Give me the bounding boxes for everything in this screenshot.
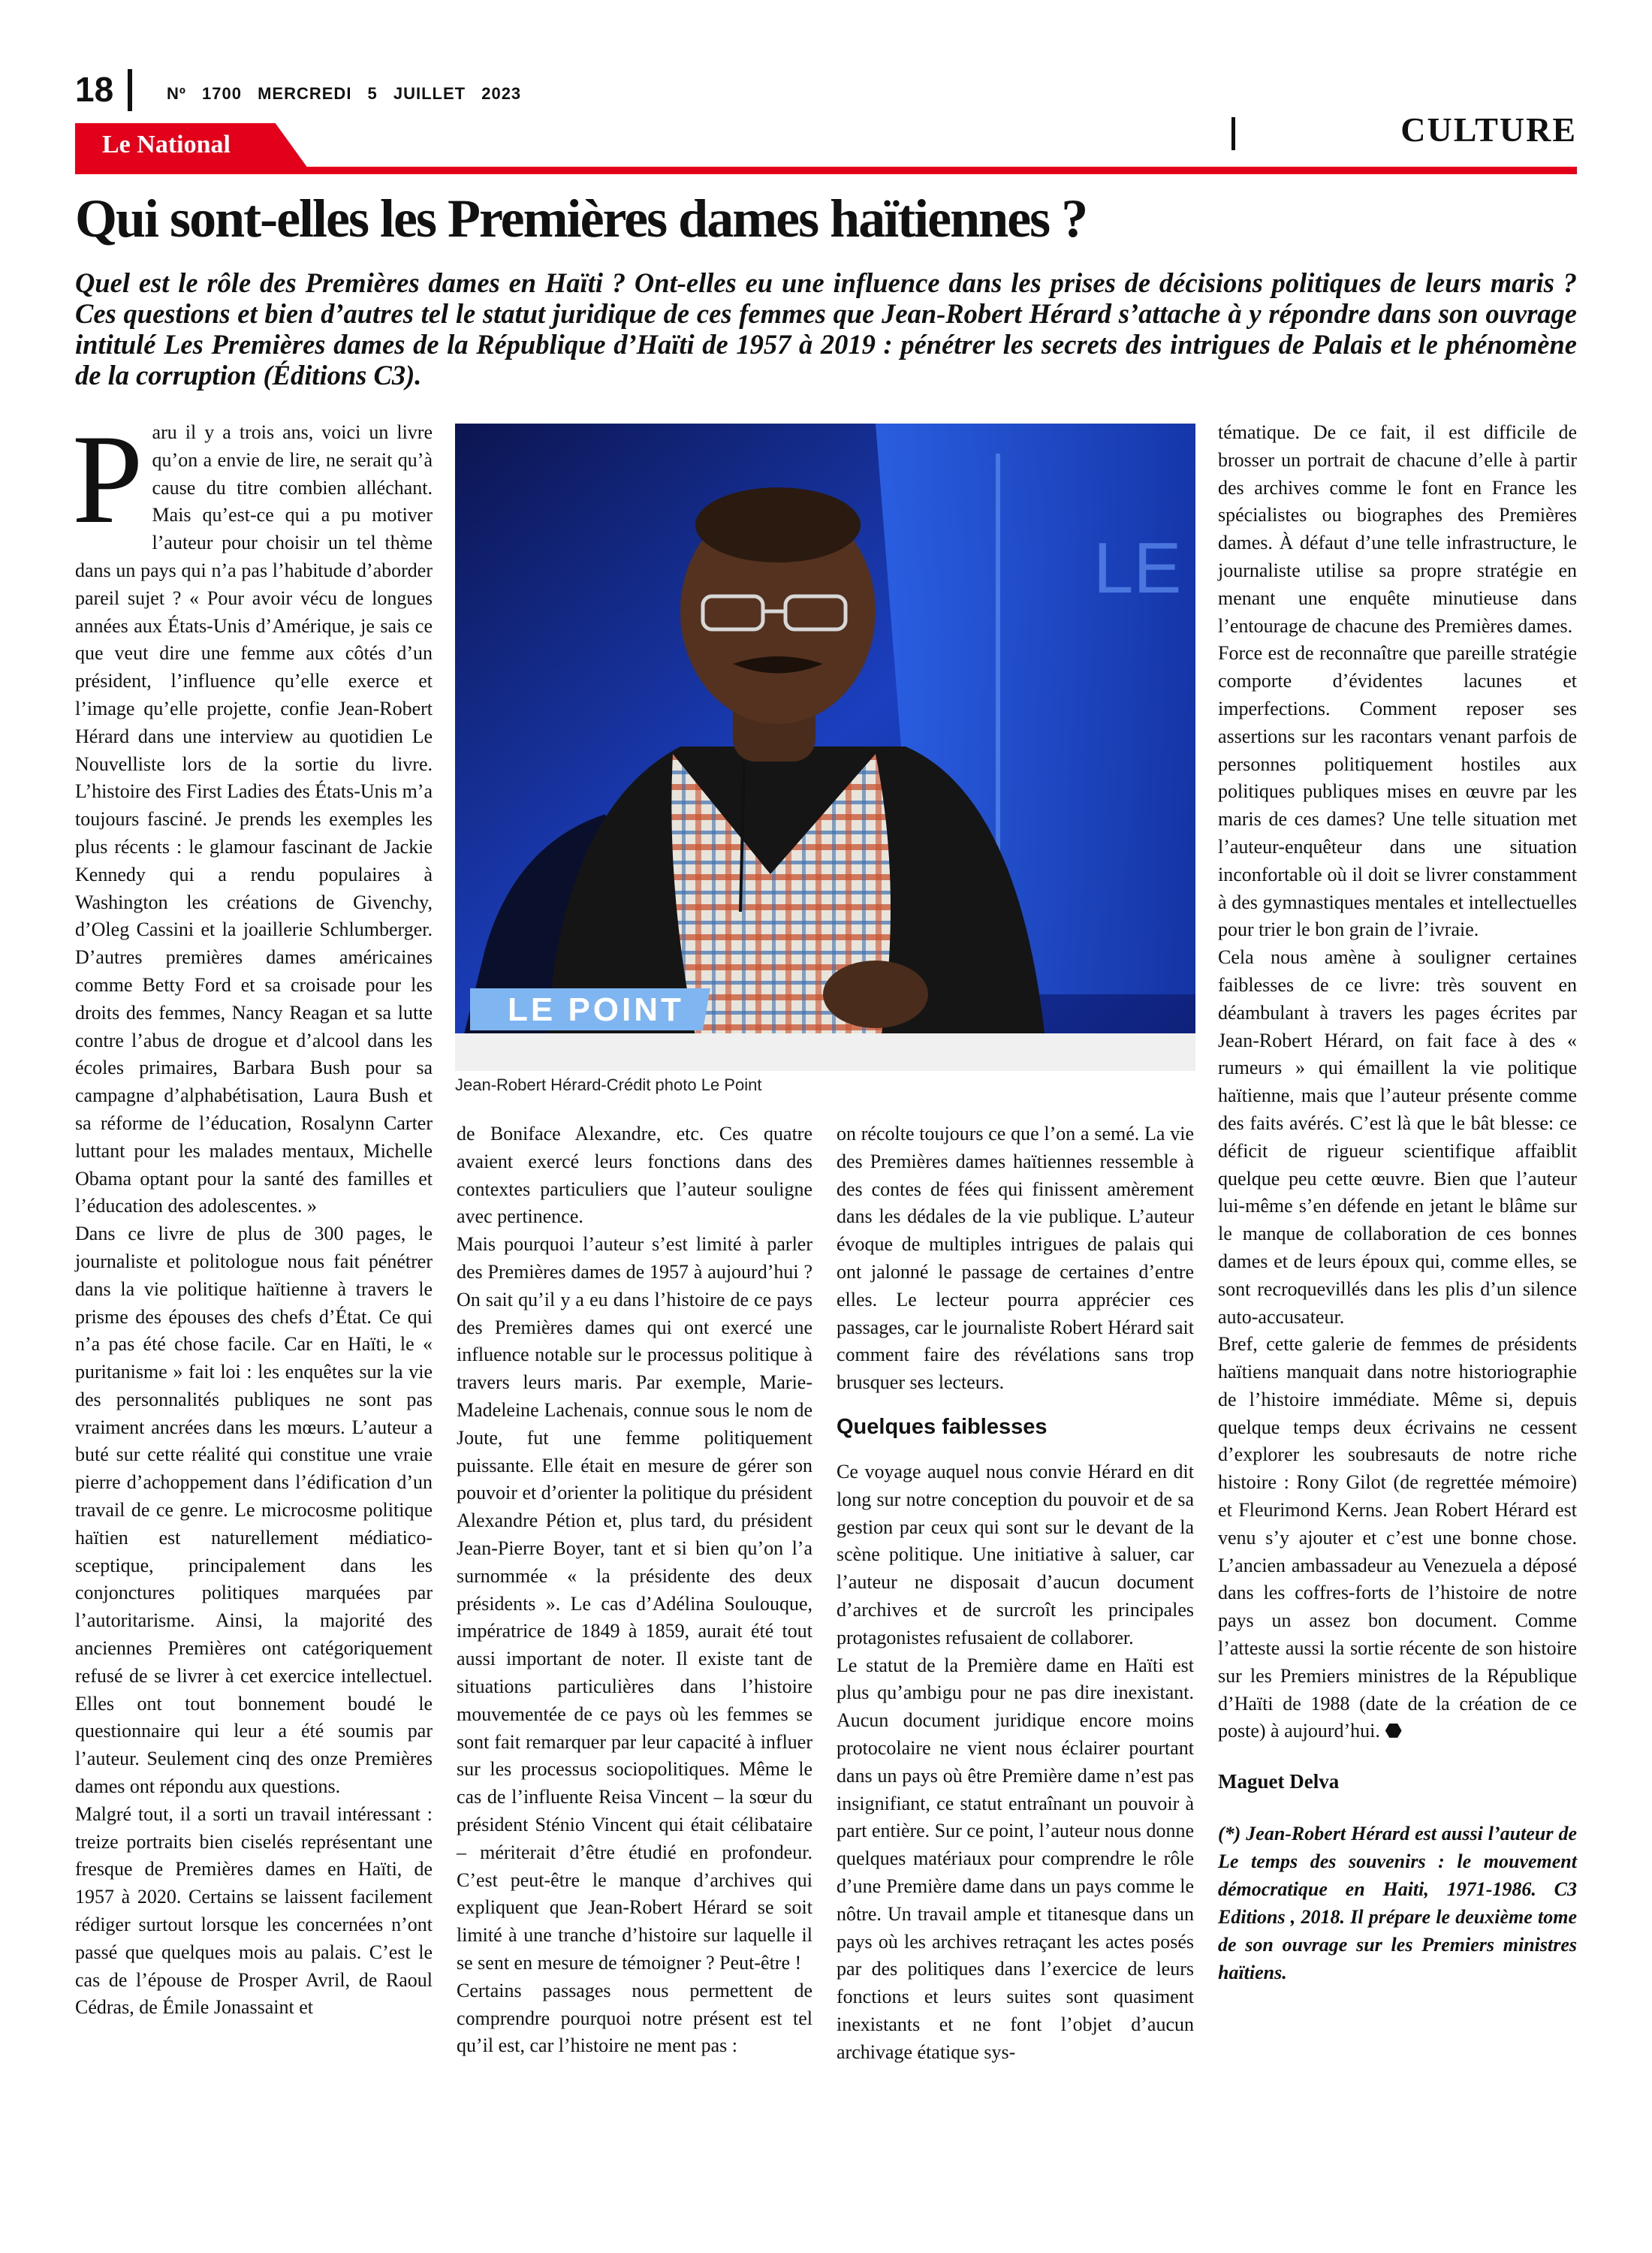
end-mark-icon: ⬣ xyxy=(1379,1720,1403,1742)
article-title: Qui sont-elles les Premières dames haïtiennes ? xyxy=(75,189,1087,249)
brand-name: Le National xyxy=(102,131,231,158)
section-divider xyxy=(1231,117,1235,150)
issue-date-line: Nº 1700 MERCREDI 5 JUILLET 2023 xyxy=(167,84,522,103)
photo-illustration xyxy=(455,424,1195,1071)
article-lead: Quel est le rôle des Premières dames en Haïti ? Ont-elles eu une influence dans les prises de décisions politiques de leurs maris ? Ces questions et bien d’autres tel le statut juridique de ces femmes que Jean-Robert Hérard s’attache à y répondre dans son ouvrage intitulé Les Premières dames de la République d’Haïti de 1957 à 2019 : pénétrer les secrets des intrigues de Palais et le phénomène de la corruption (Éditions C3). xyxy=(75,267,1577,391)
section-label: CULTURE xyxy=(1400,110,1577,149)
article-column-1 xyxy=(72,409,433,2022)
paragraph: Dans ce livre de plus de 300 pages, le journaliste et politologue nous fait pénétrer dans la vie politique haïtienne à travers le prisme des épouses des chefs d’État. Ce qui n’a pas été chose facile. Car en Haïti, le « puritanisme » fait loi : les enquêtes sur la vie des personnalités publiques ne sont pas vraiment ancrées dans les mœurs. L’auteur a buté sur cette réalité qui constitue une vraie pierre d’achoppement dans l’édification d’un travail de ce genre. Le microcosme politique haïtien est naturellement médiatico-sceptique, principalement dans les conjonctures politiques marquées par l’autoritarisme. Ainsi, la majorité des anciennes Premières ont catégoriquement refusé de se livrer à cet exercice intellectuel. Elles ont tout bonnement boudé le questionnaire qui leur a été soumis par l’auteur. Seulement cinq des onze Premières dames ont répondu aux questions. xyxy=(75,1223,433,1798)
page-number-divider xyxy=(128,69,132,111)
paragraph: Paru il y a trois ans, voici un livre qu’on a envie de lire, ne serait qu’à cause du titre combien alléchant. Mais qu’est-ce qui a pu motiver l’auteur pour choisir un tel thème dans un pays qui n’a pas l’habitude d’aborder pareil sujet ? « Pour avoir vécu de longues années aux États-Unis d’Amérique, je sais ce que veut dire une femme aux côtés d’un président, l’influence qu’elle exerce et l’image qu’elle projette, confie Jean-Robert Hérard dans une interview au quotidien Le Nouvelliste lors de la sortie du livre. L’histoire des First Ladies des États-Unis m’a toujours fasciné. Je prends les exemples les plus récents : le glamour fascinant de Jackie Kennedy qui a rendu populaires à Washington les créations de Givenchy, d’Oleg Cassini et la joaillerie Schlumberger. D’autres premières dames américaines comme Betty Ford et sa croisade pour les droits des femmes, Nancy Reagan et sa lutte contre l’abus de drogue et d’alcool dans les écoles primaires, Barbara Bush pour sa campagne d’alphabétisation, Laura Bush et sa réforme de l’éducation, Rosalynn Carter luttant pour les malades mentaux, Michelle Obama optant pour la santé des familles et l’éducation des adolescentes. » xyxy=(72,409,433,1217)
paragraph: Bref, cette galerie de femmes de présidents haïtiens manquait dans notre historiographie de l’histoire immédiate. Même si, depuis quelque temps deux écrivains ne cessent d’explorer les soubresauts de notre riche histoire : Rony Gilot (de regrettée mémoire) et Fleurimond Kerns. Jean Robert Hérard est venu s’y ajouter et c’est une bonne chose. L’ancien ambassadeur au Venezuela a déposé dans les coffres-forts de l’histoire de notre pays un assez bon document. Comme l’atteste aussi la sortie récente de son histoire sur les Premiers ministres de la République d’Haïti de 1988 (date de la création de ce poste) à aujourd’hui. ⬣ xyxy=(1218,1333,1577,1742)
photo-caption: Jean-Robert Hérard-Crédit photo Le Point xyxy=(455,1075,762,1094)
paragraph: Certains passages nous permettent de comprendre pourquoi notre présent est tel qu’il est, car l’histoire ne ment pas : xyxy=(457,1979,812,2057)
subheading: Quelques faiblesses xyxy=(837,1414,1048,1439)
author-note: (*) Jean-Robert Hérard est aussi l’auteur de Le temps des souvenirs : le mouvement démocratique en Haiti, 1971-1986. C3 Editions , 2018. Il prépare le deuxième tome de son ouvrage sur les Premiers ministres haïtiens. xyxy=(1218,1823,1577,1984)
paragraph: on récolte toujours ce que l’on a semé. La vie des Premières dames haïtiennes ressemble à des contes de fées qui finissent amèrement dans les dédales de la vie publique. L’auteur évoque de multiples intrigues de palais qui ont jalonné le passage de certaines d’entre elles. Le lecteur pourra apprécier ces passages, car le journaliste Robert Hérard sait comment faire des révélations sans trop brusquer ses lecteurs. xyxy=(837,1123,1194,1394)
paragraph: Force est de reconnaître que pareille stratégie comporte d’évidentes lacunes et imperfections. Comment reposer ses assertions sur les racontars venant parfois de personnes politiquement hostiles aux politiques publiques mises en œuvre par les maris de ces dames? Une telle situation met l’auteur-enquêteur dans une situation inconfortable où il doit se livrer constamment à des gymnastiques mentales et intellectuelles pour trier le bon grain de l’ivraie. xyxy=(1218,642,1577,941)
photo-logo-text: LE POINT xyxy=(508,991,684,1028)
backdrop-text: LE xyxy=(1093,528,1182,608)
paragraph: Malgré tout, il a sorti un travail intéressant : treize portraits bien ciselés représentant une fresque de Premières dames en Haïti, de 1957 à 2020. Certains se laissent facilement rédiger surtout lorsque les concernées n’ont passé que quelques mois au palais. C’est le cas de l’épouse de Prosper Avril, de Raoul Cédras, de Émile Jonassaint et xyxy=(75,1802,433,2019)
page-number: 18 xyxy=(75,70,114,109)
paragraph: Mais pourquoi l’auteur s’est limité à parler des Premières dames de 1957 à aujourd’hui ? On sait qu’il y a eu dans l’histoire de ce pays des Premières dames qui ont exercé une influence notable sur le processus politique à travers leurs maris. Par exemple, Marie-Madeleine Lachenais, connue sous le nom de Joute, fut une femme politiquement puissante. Elle était en mesure de gérer son pouvoir et d’orienter la politique du président Alexandre Pétion et, plus tard, du président Jean-Pierre Boyer, tant et si bien qu’on l’a surnommée « la présidente des deux présidents ». Le cas d’Adélina Soulouque, impératrice de 1849 à 1859, aurait été tout aussi important de noter. Il existe tant de situations particulières dans l’histoire mouvementée de ce pays où les femmes se sont fait remarquer par leur capacité à influer sur les processus sociopolitiques. Même le cas de l’influente Reisa Vincent – la sœur du président Sténio Vincent qui était célibataire – mériterait d’être étudié en profondeur. C’est peut-être le manque d’archives qui expliquent que Jean-Robert Hérard se soit limité à une tranche d’histoire sur laquelle il se sent en mesure de témoigner ? Peut-être ! xyxy=(457,1233,812,1974)
article-column-3 xyxy=(837,1120,1194,2067)
paragraph: Cela nous amène à souligner certaines faiblesses de ce livre: très souvent en déambulant à travers les pages écrites par Jean-Robert Hérard, on fait face à des « rumeurs » qui émaillent la vie politique haïtienne, mais que l’auteur présente comme des faits avérés. C’est là que le bât blesse: ce déficit de rigueur scientifique affaiblit quelque peu cette œuvre. Bien que l’auteur lui-même s’en défende en jetant le blâme sur le manque de collaboration de ces bonnes dames et de leurs époux qui, comme elles, se sont recroquevillés dans les plis d’un silence auto-accusateur. xyxy=(1218,946,1577,1328)
header-rule xyxy=(75,167,1577,174)
article-column-4 xyxy=(1218,419,1577,1986)
article-photo xyxy=(455,424,1195,1071)
paragraph: de Boniface Alexandre, etc. Ces quatre avaient exercé leurs fonctions dans des contextes particuliers que l’auteur souligne avec pertinence. xyxy=(457,1123,812,1228)
paragraph: Ce voyage auquel nous convie Hérard en dit long sur notre conception du pouvoir et de sa gestion par ceux qui sont sur le devant de la scène politique. Une initiative à saluer, car l’auteur ne disposait d’aucun document d’archives et de surcroît les principales protagonistes refusaient de collaborer. xyxy=(837,1460,1194,1648)
paragraph: Le statut de la Première dame en Haïti est plus qu’ambigu pour ne pas dire inexistant. Aucun document juridique encore moins protocolaire ne vient nous éclairer pourtant dans un pays où être Première dame n’est pas insignifiant, ce statut entraînant un pouvoir à part entière. Sur ce point, l’auteur nous donne quelques matériaux pour comprendre le rôle d’une Première dame dans un pays comme le nôtre. Un travail ample et titanesque dans un pays où les archives retraçant les actes posés par des politiques dans l’exercice de leurs fonctions et leurs suites sont quasiment inexistants et ne font l’objet d’aucun archivage étatique sys- xyxy=(837,1654,1194,2063)
article-column-2 xyxy=(457,1120,812,2060)
drop-cap: P xyxy=(72,409,143,550)
author-byline: Maguet Delva xyxy=(1218,1770,1340,1793)
paragraph: tématique. De ce fait, il est difficile de brosser un portrait de chacune d’elle à partir des archives comme le font en France les spécialistes ou biographes des Premières dames. À défaut d’une telle infrastructure, le journaliste utilise sa propre stratégie en menant une enquête minutieuse dans l’entourage de chacune des Premières dames. xyxy=(1218,421,1577,637)
